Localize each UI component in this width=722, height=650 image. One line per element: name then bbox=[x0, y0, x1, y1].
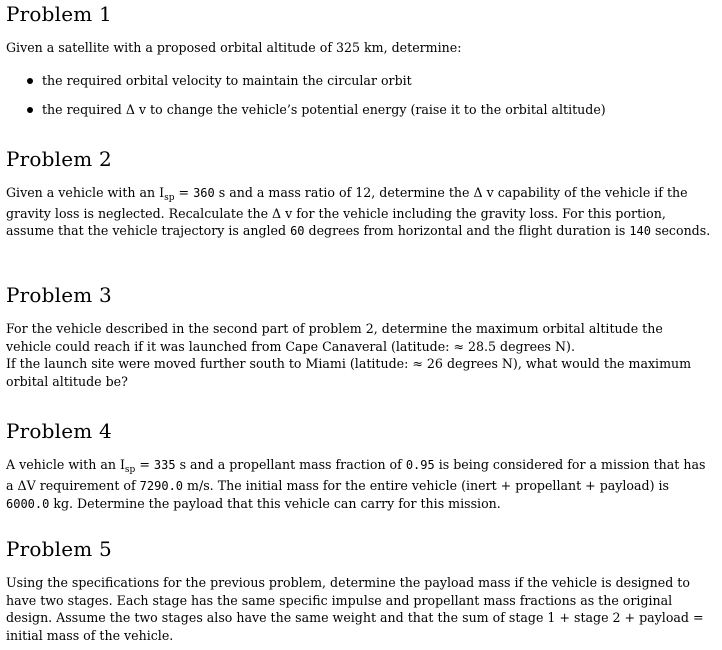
text-run: s and a mass ratio of 12, determine the Δ v capability of the vehicle if the gravity loss is neglected. Recalculate the Δ v for the vehicle including the gravity loss. For this portion, assume that the vehicle trajectory is angled bbox=[6, 185, 688, 238]
isp-value: 335 bbox=[153, 458, 176, 472]
text-run: Given a vehicle with an I bbox=[6, 185, 165, 200]
text-run: = bbox=[174, 185, 194, 200]
duration-value: 140 bbox=[629, 224, 652, 238]
mass-value: 6000.0 bbox=[6, 497, 50, 511]
subscript: sp bbox=[124, 465, 136, 475]
fraction-value: 0.95 bbox=[405, 458, 435, 472]
problem-5-section bbox=[6, 537, 704, 643]
list-item-text: the required Δ v to change the vehicle’s potential energy (raise it to the orbital altitude) bbox=[42, 101, 606, 117]
text-run: m/s. The initial mass for the entire vehicle (inert + propellant + payload) is bbox=[183, 477, 669, 493]
text-run: is being considered for a mission that has a ΔV requirement of bbox=[6, 457, 706, 493]
problem-2-heading: Problem 2 bbox=[6, 147, 112, 171]
text-run: s and a propellant mass fraction of bbox=[175, 457, 406, 472]
problem-1-heading: Problem 1 bbox=[6, 2, 112, 26]
text-run: For the vehicle described in the second part of problem 2, determine the maximum orbital altitude the vehicle could reach if it was launched from Cape Canaveral (latitude: ≈ 28.5 degrees N). bbox=[6, 321, 663, 354]
list-item bbox=[6, 101, 712, 119]
text-run: If the launch site were moved further south to Miami (latitude: ≈ 26 degrees N), what would the maximum orbital altitude be? bbox=[6, 356, 692, 389]
problem-3-body bbox=[6, 320, 712, 390]
isp-value: 360 bbox=[193, 186, 215, 200]
list-item bbox=[6, 72, 712, 90]
delta-v-value: 7290.0 bbox=[139, 478, 184, 493]
bullet-icon bbox=[27, 78, 33, 84]
text-run: A vehicle with an I bbox=[6, 457, 125, 472]
problem-4-section bbox=[6, 419, 706, 511]
problem-5-heading: Problem 5 bbox=[6, 537, 112, 561]
problem-1-list bbox=[6, 72, 712, 118]
problem-3-section bbox=[6, 283, 692, 389]
subscript: sp bbox=[164, 193, 175, 203]
problem-1-intro: Given a satellite with a proposed orbital altitude of 325 km, determine: bbox=[6, 40, 462, 55]
text-run: = bbox=[135, 457, 154, 472]
problem-4-heading: Problem 4 bbox=[6, 419, 112, 443]
problem-3-heading: Problem 3 bbox=[6, 283, 112, 307]
list-item-text: the required orbital velocity to maintain the circular orbit bbox=[42, 73, 412, 88]
angle-value: 60 bbox=[290, 224, 305, 238]
text-run: seconds. bbox=[651, 223, 711, 238]
problem-1-section bbox=[6, 2, 606, 117]
problem-2-section bbox=[6, 147, 711, 238]
problem-4-body bbox=[6, 456, 712, 514]
problem-5-body: Using the specifications for the previous problem, determine the payload mass if the vehicle is designed to have two stages. Each stage has the same specific impulse and propellant mass fractions as the original design. Assume the two stages also have the same weight and that the sum of stage 1 + stage 2 + payload = initial mass of the vehicle. bbox=[6, 575, 704, 643]
problem-2-body bbox=[6, 184, 712, 241]
bullet-icon bbox=[27, 107, 33, 113]
text-run: degrees from horizontal and the flight duration is bbox=[304, 223, 630, 238]
text-run: kg. Determine the payload that this vehicle can carry for this mission. bbox=[49, 496, 501, 511]
